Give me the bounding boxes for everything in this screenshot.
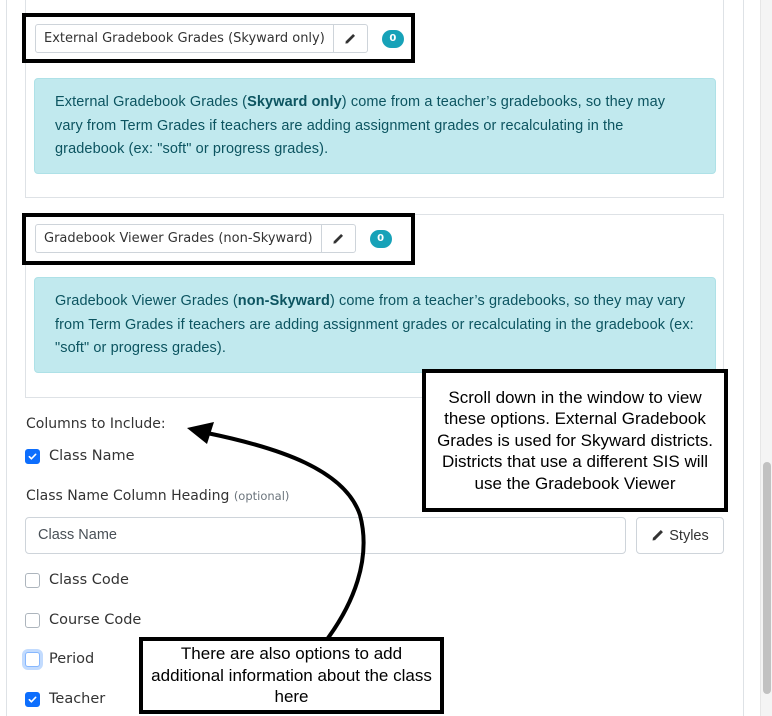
info-alert	[34, 78, 716, 174]
container-left-border	[6, 0, 7, 716]
class-code-checkbox[interactable]	[25, 573, 40, 588]
teacher-checkbox-label: Teacher	[49, 691, 106, 707]
alert-text-suffix: ) come from a teacher’s gradebooks, so they may vary from Term Grades if teachers are adding assignment grades or recalculating in the gradebook (ex: "soft" or progress grades).	[55, 293, 694, 356]
class-name-checkbox[interactable]	[25, 449, 40, 464]
checkmark-icon	[28, 695, 37, 704]
teacher-checkbox[interactable]	[25, 692, 40, 707]
class-name-checkbox-row[interactable]	[25, 448, 135, 464]
annotation-callout-scroll	[422, 369, 728, 512]
alert-text-bold: Skyward only	[247, 94, 342, 110]
info-alert	[34, 277, 716, 373]
styles-button[interactable]	[636, 517, 724, 554]
count-badge: 0	[370, 230, 392, 248]
class-code-checkbox-label: Class Code	[49, 572, 129, 588]
teacher-checkbox-row[interactable]	[25, 691, 105, 707]
pencil-icon	[651, 529, 664, 542]
panel-title-field[interactable]	[35, 24, 368, 53]
count-badge: 0	[382, 30, 404, 48]
columns-to-include-label: Columns to Include:	[26, 416, 166, 432]
edit-title-button[interactable]	[321, 225, 355, 252]
alert-text-suffix: ) come from a teacher’s gradebooks, so they may vary from Term Grades if teachers are adding assignment grades or recalculating in the gradebook (ex: "soft" or progress grades).	[55, 94, 666, 157]
period-checkbox[interactable]	[25, 652, 40, 667]
panel-title-group	[35, 224, 392, 253]
annotation-callout-options	[139, 637, 444, 714]
heading-label-text: Class Name Column Heading	[26, 488, 230, 504]
panel-title: External Gradebook Grades (Skyward only)	[44, 31, 325, 46]
alert-text-prefix: Gradebook Viewer Grades (	[55, 293, 238, 309]
scrollbar-thumb[interactable]	[763, 462, 771, 694]
alert-text-bold: non-Skyward	[237, 293, 330, 309]
course-code-checkbox-label: Course Code	[49, 612, 142, 628]
class-name-heading-label	[26, 488, 289, 504]
period-checkbox-label: Period	[49, 651, 95, 667]
class-code-checkbox-row[interactable]	[25, 572, 129, 588]
pencil-icon	[332, 233, 344, 245]
alert-text-prefix: External Gradebook Grades (	[55, 94, 248, 110]
period-checkbox-row[interactable]	[25, 651, 94, 667]
panel-title-field[interactable]	[35, 224, 356, 253]
course-code-checkbox-row[interactable]	[25, 612, 141, 628]
container-right-border	[743, 0, 744, 716]
pencil-icon	[344, 33, 356, 45]
edit-title-button[interactable]	[333, 25, 367, 52]
class-name-checkbox-label: Class Name	[49, 448, 135, 464]
panel-title: Gradebook Viewer Grades (non-Skyward)	[44, 231, 313, 246]
callout-options-text: There are also options to add additional information about the class here	[151, 644, 432, 707]
styles-button-label: Styles	[669, 527, 709, 544]
course-code-checkbox[interactable]	[25, 613, 40, 628]
panel-title-group	[35, 24, 404, 53]
external-gradebook-panel	[25, 0, 724, 198]
callout-scroll-text: Scroll down in the window to view these options. External Gradebook Grades is used for Skyward districts. Districts that use a different SIS will use the Gradebook Viewer	[437, 387, 713, 493]
class-name-heading-input[interactable]: Class Name	[25, 517, 626, 554]
optional-hint: (optional)	[233, 489, 290, 503]
checkmark-icon	[28, 452, 37, 461]
